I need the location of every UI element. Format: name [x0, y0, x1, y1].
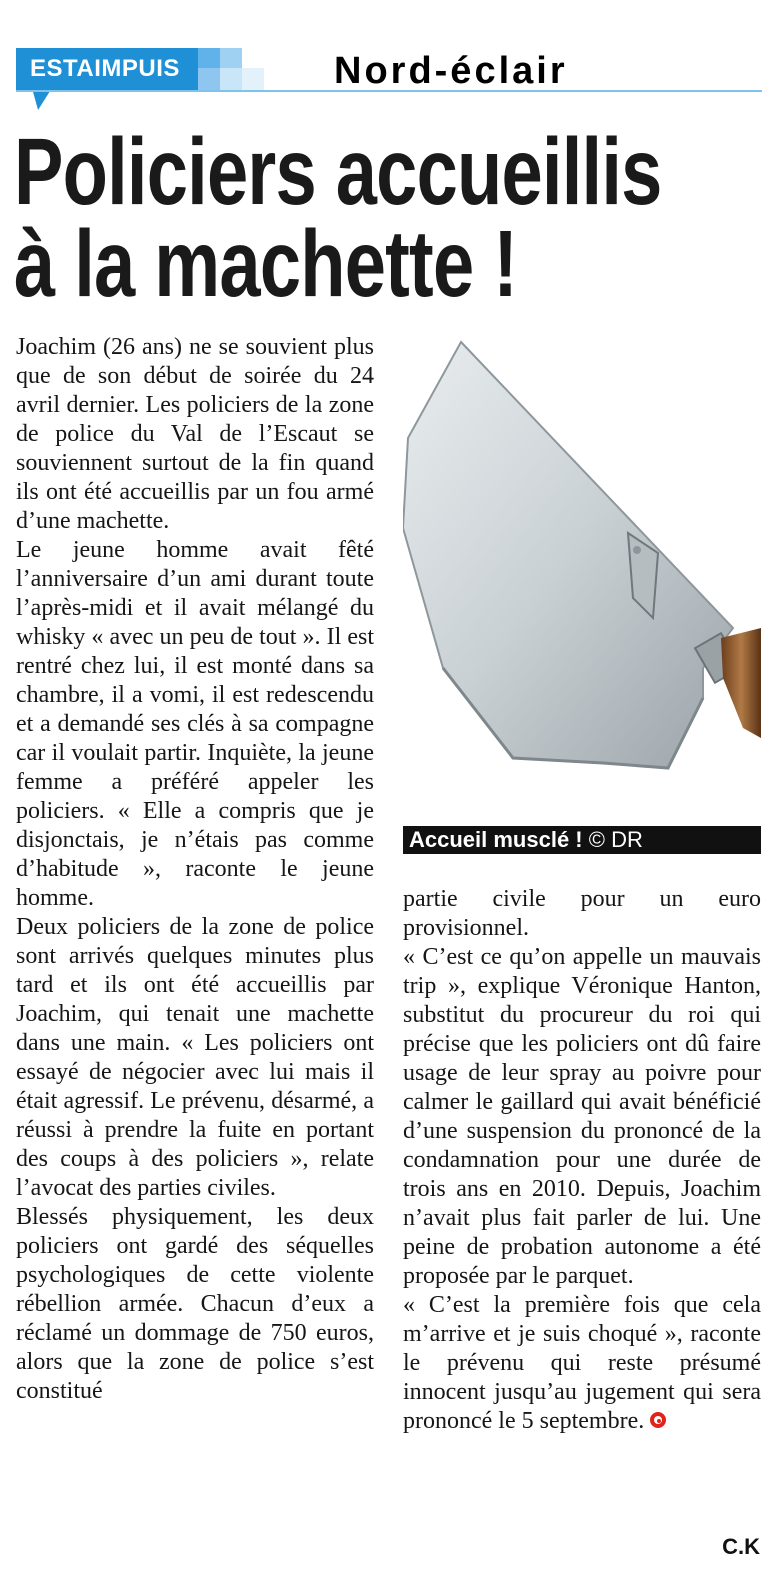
headline-line-1: Policiers accueillis — [14, 119, 662, 225]
author-initials: C.K — [722, 1534, 760, 1559]
article-left-column — [16, 333, 374, 1406]
headline-line-2: à la machette ! — [14, 211, 518, 317]
headline — [14, 119, 763, 317]
paragraph: « C’est ce qu’on appelle un mauvais trip », explique Véronique Hanton, substitut du procureur du roi qui précise que les policiers ont dû faire usage de leur spray au poivre pour calmer le gaillard qui avait bénéficié d’une suspension du prononcé de la condamnation pour une durée de trois ans en 2010. Depuis, Joachim n’avait plus fait parler de lui. Une peine de probation autonome a été proposée par le parquet. — [403, 944, 761, 1289]
article-photo — [403, 338, 761, 822]
paragraph: Blessés physiquement, les deux policiers ont gardé des séquelles psychologiques de cette violente rébellion armée. Chacun d’eux a réclamé un dommage de 750 euros, alors que la zone de police s’est constitué — [16, 1204, 374, 1404]
paragraph-last — [403, 1291, 761, 1436]
photo-caption — [403, 826, 761, 854]
decor-square — [198, 68, 220, 90]
caption-title: Accueil musclé ! — [409, 827, 583, 852]
decor-square — [198, 48, 220, 68]
newspaper-name: Nord-éclair — [334, 50, 568, 92]
paragraph: partie civile pour un euro provisionnel. — [403, 886, 761, 941]
decor-square — [220, 48, 242, 68]
decor-square — [242, 68, 264, 90]
paragraph: Le jeune homme avait fêté l’anniversaire d’un ami durant toute l’après-midi et il avait mélangé du whisky « avec un peu de tout ». Il est rentré chez lui, il est monté dans sa chambre, il a vomi, il est redescendu et a demandé ses clés à sa compagne car il voulait partir. Inquiète, la jeune femme a préféré appeler les policiers. « Elle a compris que je disjonctais, je n’étais pas comme d’habitude », raconte le jeune homme. — [16, 537, 374, 911]
article-right-column — [403, 885, 761, 1436]
cleaver-photo — [403, 338, 761, 822]
section-tag: ESTAIMPUIS — [16, 48, 198, 90]
paragraph: Deux policiers de la zone de police sont arrivés quelques minutes plus tard et ils ont été accueillis par Joachim, qui tenait une machette dans une main. « Les policiers ont essayé de négocier avec lui mais il était agressif. Le prévenu, désarmé, a réussi à prendre la fuite en portant des coups à des policiers », relate l’avocat des parties civiles. — [16, 914, 374, 1201]
paragraph-text: « C’est la première fois que cela m’arrive et je suis choqué », raconte le prévenu qui reste présumé innocent jusqu’au jugement qui sera prononcé le 5 septembre. — [403, 1292, 761, 1434]
end-mark-icon — [650, 1412, 666, 1428]
paragraph: Joachim (26 ans) ne se souvient plus que de son début de soirée du 24 avril dernier. Les policiers de la zone de police du Val de l’Escaut se souviennent surtout de la fin quand ils ont été accueillis par un fou armé d’une machette. — [16, 334, 374, 534]
decor-square — [220, 68, 242, 90]
caption-credit: © DR — [588, 827, 643, 852]
